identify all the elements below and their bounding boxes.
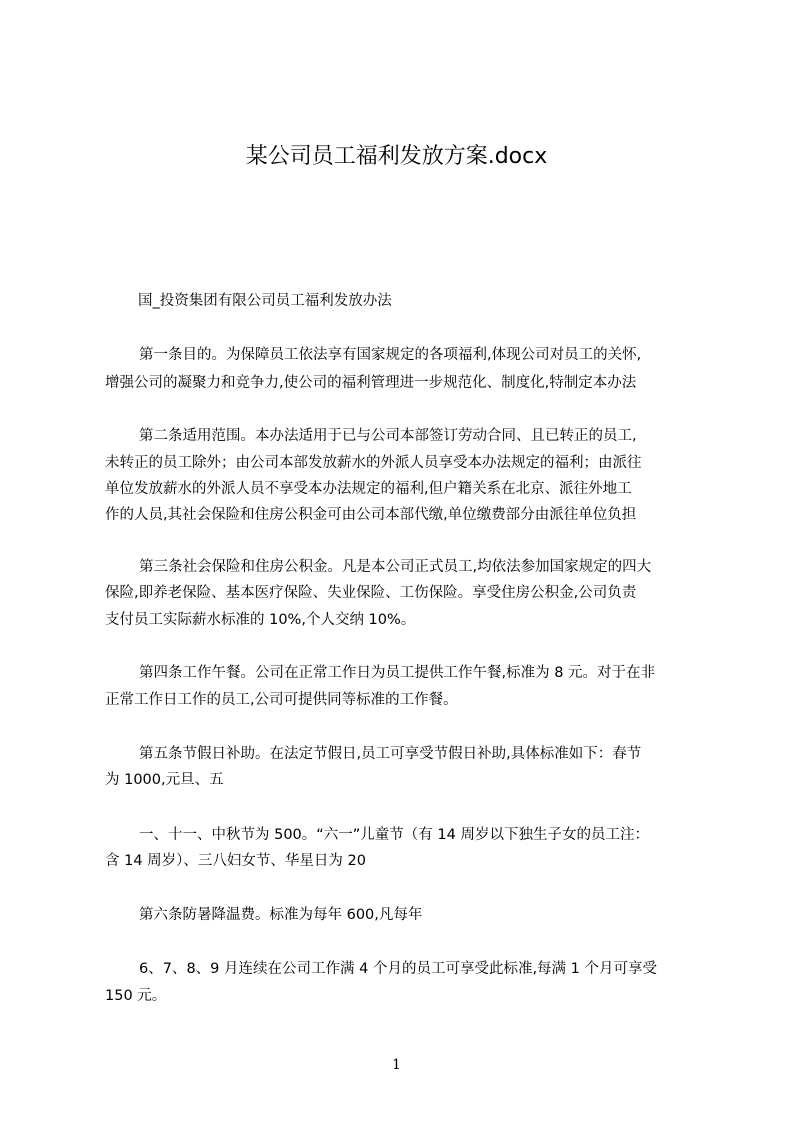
document-heading: 国_投资集团有限公司员工福利发放办法 bbox=[138, 293, 392, 309]
paragraph-line: 6、7、8、9 月连续在公司工作满 4 个月的员工可享受此标准,每满 1 个月可享受 bbox=[139, 961, 658, 977]
paragraph-line: 第一条目的。为保障员工依法享有国家规定的各项福利,体现公司对员工的关怀, bbox=[139, 347, 642, 363]
paragraph-line: 正常工作日工作的员工,公司可提供同等标准的工作餐。 bbox=[105, 692, 458, 708]
page-number: 1 bbox=[392, 1057, 401, 1073]
document-title: 某公司员工福利发放方案.docx bbox=[245, 144, 548, 169]
paragraph-line: 含 14 周岁）、三八妇女节、华星日为 20 bbox=[105, 853, 366, 869]
paragraph-line: 增强公司的凝聚力和竞争力,使公司的福利管理进一步规范化、制度化,特制定本办法 bbox=[105, 375, 637, 391]
paragraph-line: 一、十一、中秋节为 500。“六一”儿童节（有 14 周岁以下独生子女的员工注： bbox=[139, 827, 649, 843]
paragraph-line: 第三条社会保险和住房公积金。凡是本公司正式员工,均依法参加国家规定的四大 bbox=[139, 559, 652, 575]
paragraph-line: 支付员工实际薪水标准的 10%,个人交纳 10%。 bbox=[105, 612, 416, 628]
paragraph-line: 保险,即养老保险、基本医疗保险、失业保险、工伤保险。享受住房公积金,公司负责 bbox=[105, 585, 637, 601]
paragraph-line: 150 元。 bbox=[105, 988, 167, 1004]
paragraph-line: 第四条工作午餐。公司在正常工作日为员工提供工作午餐,标准为 8 元。对于在非 bbox=[139, 665, 656, 681]
paragraph-line: 第五条节假日补助。在法定节假日,员工可享受节假日补助,具体标准如下：春节 bbox=[139, 746, 642, 762]
paragraph-line: 第二条适用范围。本办法适用于已与公司本部签订劳动合同、且已转正的员工, bbox=[139, 428, 637, 444]
paragraph-line: 未转正的员工除外；由公司本部发放薪水的外派人员享受本办法规定的福利；由派往 bbox=[105, 455, 642, 471]
paragraph-line: 为 1000,元旦、五 bbox=[105, 772, 224, 788]
paragraph-line: 作的人员,其社会保险和住房公积金可由公司本部代缴,单位缴费部分由派往单位负担 bbox=[105, 507, 637, 523]
paragraph-line: 第六条防暑降温费。标准为每年 600,凡每年 bbox=[139, 907, 423, 923]
paragraph-line: 单位发放薪水的外派人员不享受本办法规定的福利,但户籍关系在北京、派往外地工 bbox=[105, 481, 632, 497]
